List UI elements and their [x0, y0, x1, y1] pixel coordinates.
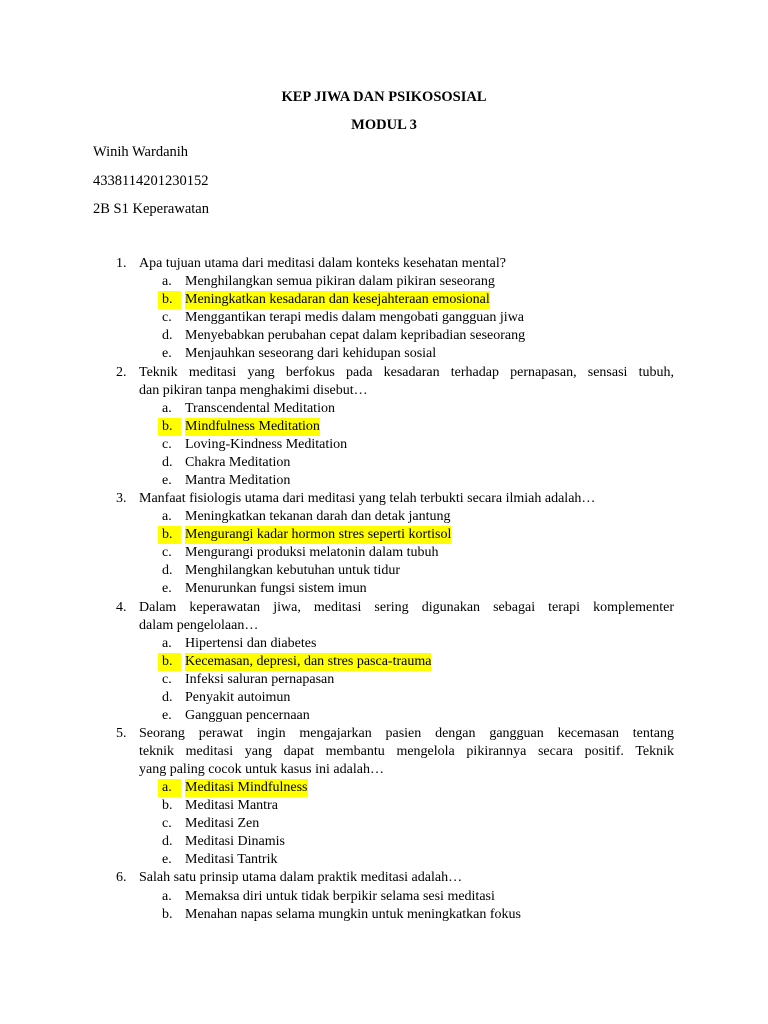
option-text: Meditasi Mantra [185, 798, 278, 813]
option-letter: a. [162, 401, 172, 416]
question-text: dan pikiran tanpa menghakimi disebut… [139, 383, 368, 398]
option-letter-highlighted: b. [158, 418, 181, 436]
option-letter: c. [162, 816, 172, 831]
option-letter: b. [162, 907, 173, 922]
option-letter-highlighted: a. [158, 779, 181, 797]
option-letter: c. [162, 437, 172, 452]
question-text: Manfaat fisiologis utama dari meditasi yang telah terbukti secara ilmiah adalah… [139, 491, 596, 506]
option-letter: e. [162, 473, 172, 488]
question-number: 4. [116, 600, 127, 615]
option-text: Memaksa diri untuk tidak berpikir selama sesi meditasi [185, 889, 495, 904]
option-text: Chakra Meditation [185, 455, 291, 470]
question-number: 5. [116, 726, 127, 741]
option-letter: a. [162, 889, 172, 904]
option-text: Hipertensi dan diabetes [185, 636, 317, 651]
option-text: Infeksi saluran pernapasan [185, 672, 335, 687]
option-letter: a. [162, 509, 172, 524]
option-text: Penyakit autoimun [185, 690, 291, 705]
question-text: yang paling cocok untuk kasus ini adalah… [139, 762, 384, 777]
answer-highlight: Meditasi Mindfulness [185, 780, 308, 795]
option-text: Menjauhkan seseorang dari kehidupan sosial [185, 346, 437, 361]
question-text: teknik meditasi yang dapat membantu mengelola pikirannya secara positif. Teknik [139, 744, 674, 759]
student-class: 2B S1 Keperawatan [93, 201, 209, 217]
option-letter: d. [162, 690, 173, 705]
option-letter: c. [162, 672, 172, 687]
answer-highlight: Mengurangi kadar hormon stres seperti kortisol [185, 527, 452, 542]
option-text: Menahan napas selama mungkin untuk meningkatkan fokus [185, 907, 521, 922]
answer-highlight: Meningkatkan kesadaran dan kesejahteraan emosional [185, 292, 490, 307]
option-letter: e. [162, 852, 172, 867]
option-letter-highlighted: b. [158, 291, 181, 309]
option-text: Gangguan pencernaan [185, 708, 310, 723]
option-text: Mantra Meditation [185, 473, 291, 488]
option-letter: c. [162, 545, 172, 560]
option-text: Menyebabkan perubahan cepat dalam kepribadian seseorang [185, 328, 526, 343]
option-letter: e. [162, 581, 172, 596]
question-number: 1. [116, 256, 127, 271]
option-text: Menurunkan fungsi sistem imun [185, 581, 367, 596]
option-text: Meditasi Zen [185, 816, 260, 831]
option-letter: d. [162, 563, 173, 578]
question-text: dalam pengelolaan… [139, 618, 259, 633]
option-letter: a. [162, 274, 172, 289]
student-id: 4338114201230152 [93, 173, 209, 189]
question-text: Apa tujuan utama dari meditasi dalam konteks kesehatan mental? [139, 256, 506, 271]
option-letter: d. [162, 834, 173, 849]
question-text: Dalam keperawatan jiwa, meditasi sering digunakan sebagai terapi komplementer [139, 600, 674, 615]
option-letter: d. [162, 328, 173, 343]
option-text: Mengurangi produksi melatonin dalam tubuh [185, 545, 439, 560]
option-text: Meningkatkan tekanan darah dan detak jantung [185, 509, 451, 524]
option-text: Transcendental Meditation [185, 401, 335, 416]
question-number: 2. [116, 365, 127, 380]
question-text: Teknik meditasi yang berfokus pada kesadaran terhadap pernapasan, sensasi tubuh, [139, 365, 674, 380]
option-letter: d. [162, 455, 173, 470]
option-letter-highlighted: b. [158, 526, 181, 544]
option-letter: e. [162, 708, 172, 723]
student-name: Winih Wardanih [93, 144, 189, 160]
question-text: Salah satu prinsip utama dalam praktik meditasi adalah… [139, 870, 463, 885]
option-text: Menghilangkan kebutuhan untuk tidur [185, 563, 401, 578]
option-letter: a. [162, 636, 172, 651]
option-text: Menghilangkan semua pikiran dalam pikiran seseorang [185, 274, 495, 289]
option-letter: c. [162, 310, 172, 325]
question-number: 3. [116, 491, 127, 506]
option-text: Menggantikan terapi medis dalam mengobati gangguan jiwa [185, 310, 525, 325]
option-letter-highlighted: b. [158, 653, 181, 671]
question-text: Seorang perawat ingin mengajarkan pasien dengan gangguan kecemasan tentang [139, 726, 674, 741]
option-text: Meditasi Tantrik [185, 852, 278, 867]
document-title: KEP JIWA DAN PSIKOSOSIAL [281, 89, 487, 105]
module-title: MODUL 3 [351, 117, 417, 133]
option-letter: e. [162, 346, 172, 361]
option-text: Meditasi Dinamis [185, 834, 285, 849]
option-text: Loving-Kindness Meditation [185, 437, 348, 452]
answer-highlight: Kecemasan, depresi, dan stres pasca-trauma [185, 654, 432, 669]
answer-highlight: Mindfulness Meditation [185, 419, 320, 434]
question-number: 6. [116, 870, 127, 885]
option-letter: b. [162, 798, 173, 813]
